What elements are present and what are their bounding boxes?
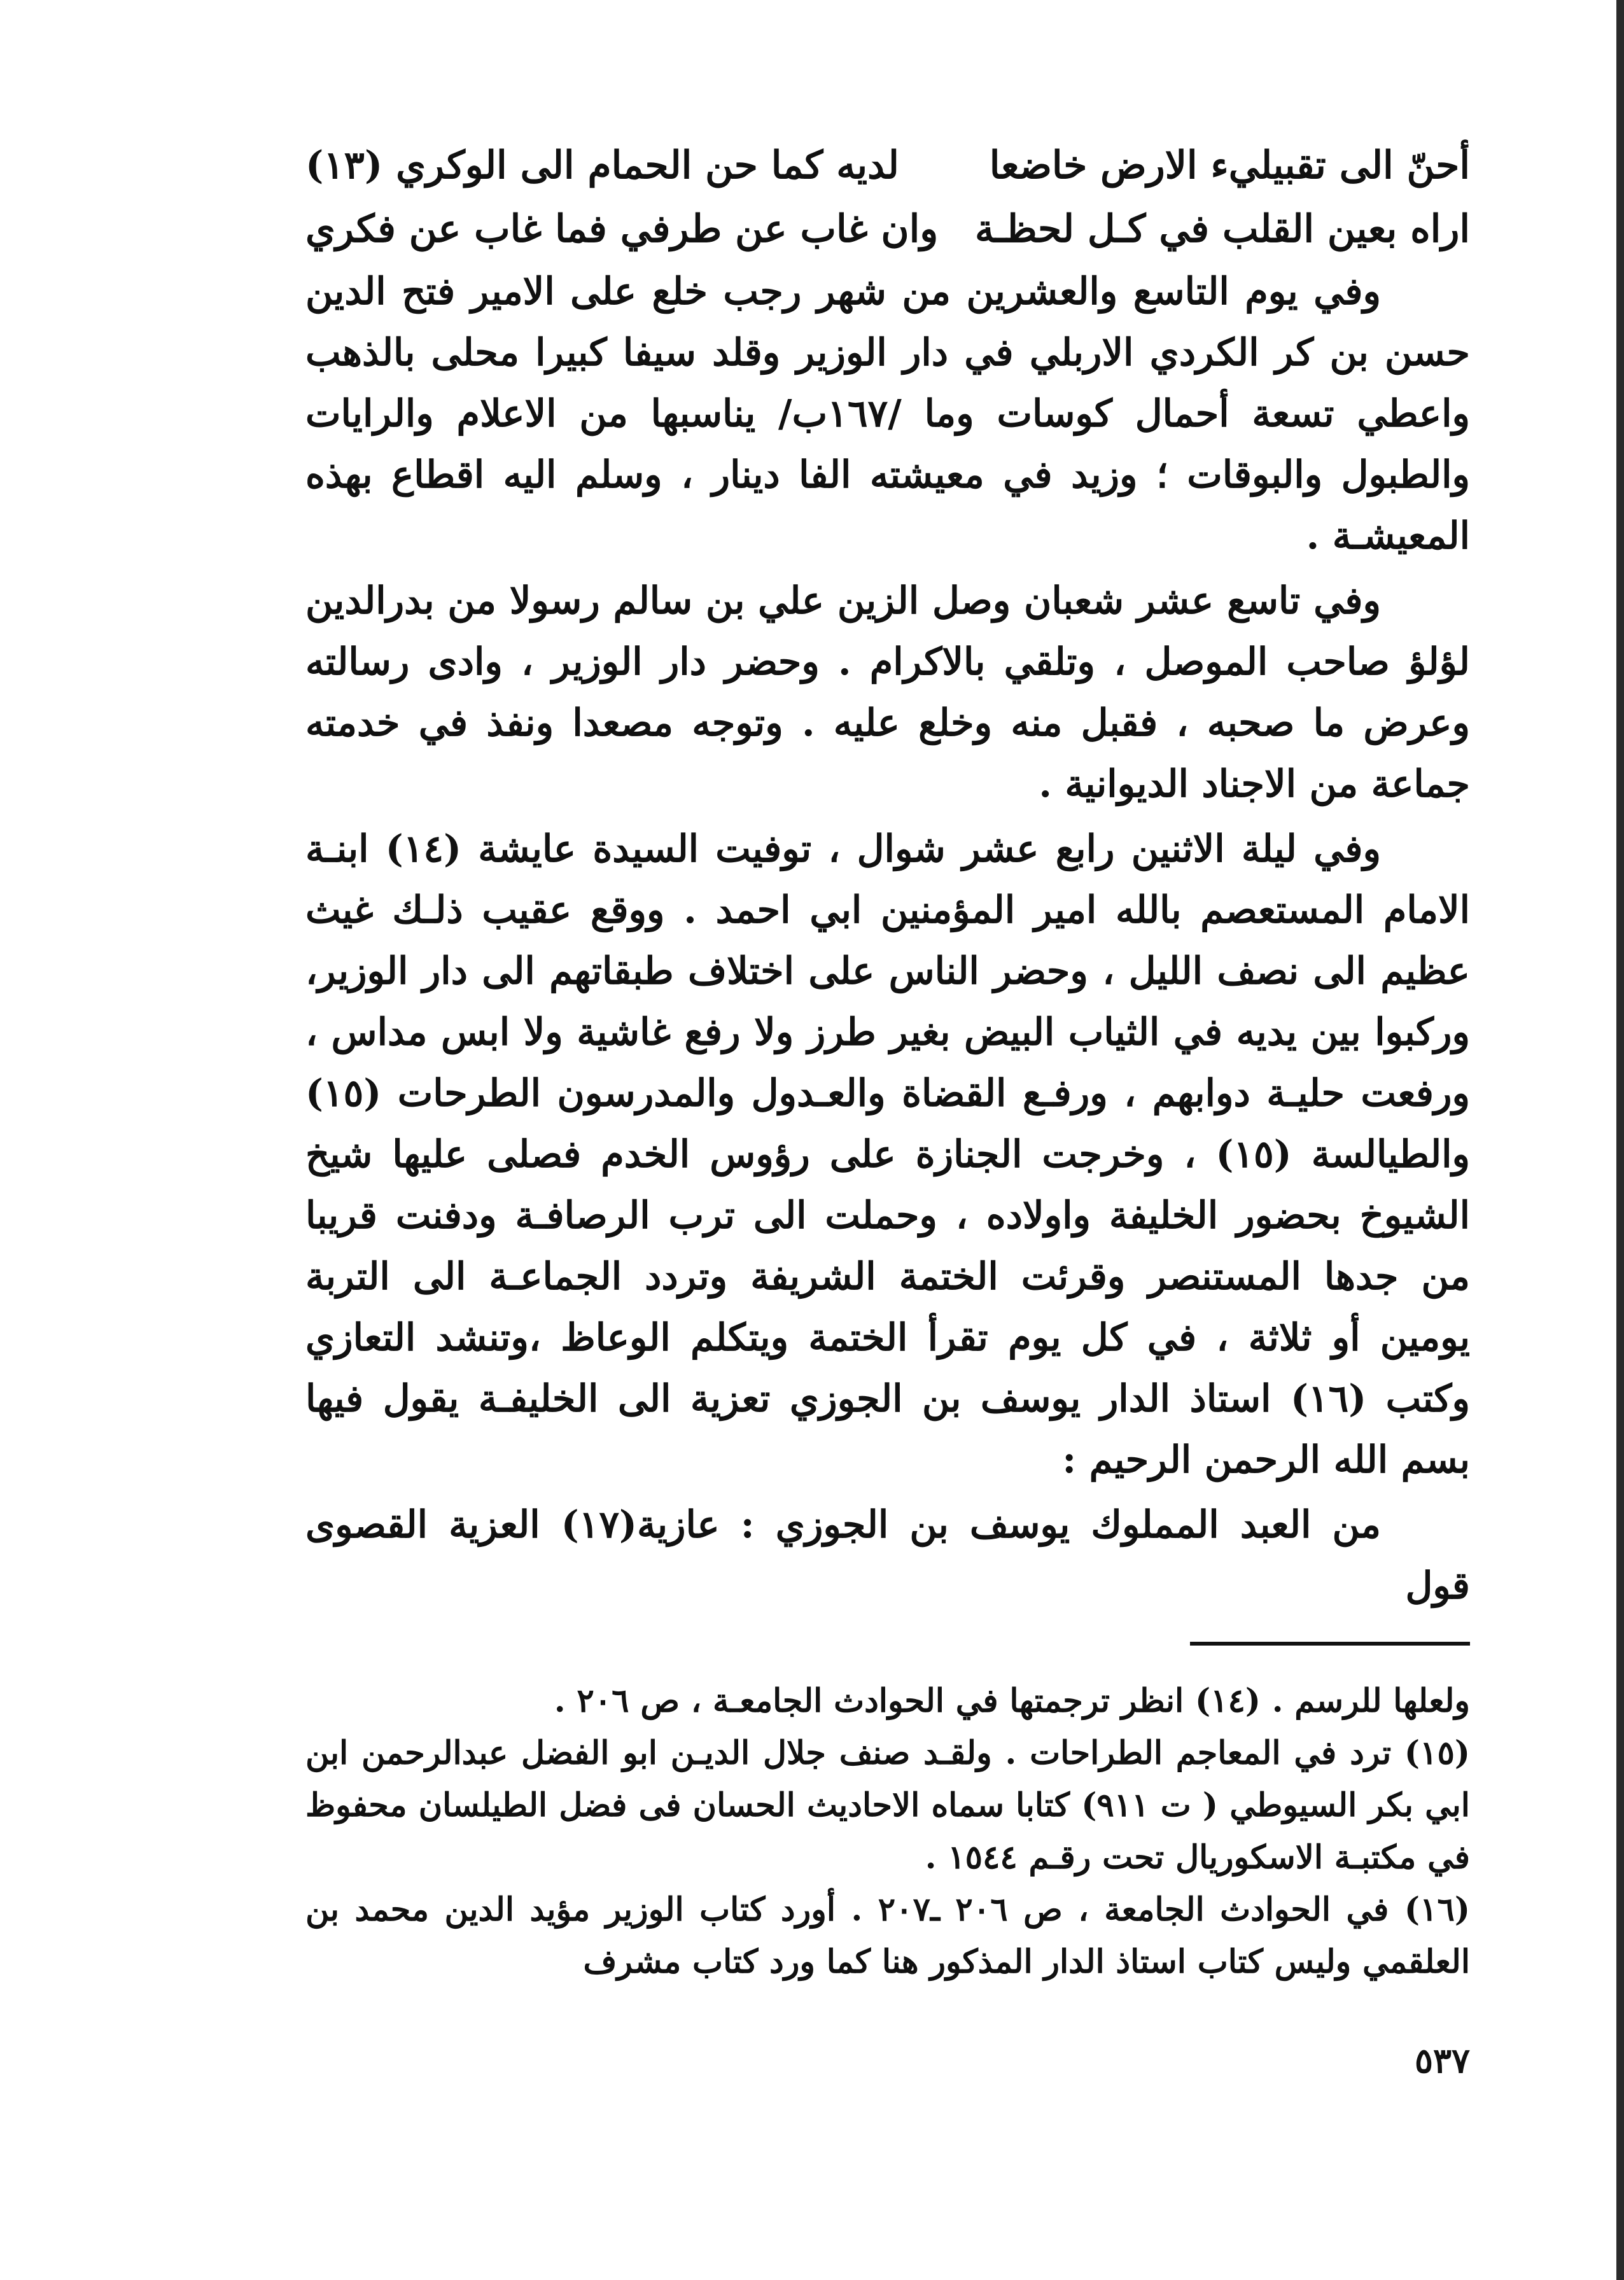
poem-verse [305, 134, 1470, 197]
body-paragraph: وفي ليلة الاثنين رابع عشر شوال ، توفيت السيدة عايشة (١٤) ابنـة الامام المستعصم بالله امير المؤمنين ابي احمد . ووقع عقيب ذلـك غيث عظيم الى نصف الليل ، وحضر الناس على اختلاف طبقاتهم الى دار الوزير، وركبوا بين يديه في الثياب البيض بغير طرز ولا رفع غاشية ولا ابس مداس ، ورفعت حليـة دوابهم ، ورفـع القضاة والعـدول والمدرسون الطرحات (١٥) والطيالسة (١٥) ، وخرجت الجنازة على رؤوس الخدم فصلى عليها شيخ الشيوخ بحضور الخليفة واولاده ، وحملت الى ترب الرصافـة ودفنت قريبا من جدها المستنصر وقرئت الختمة الشريفة وتردد الجماعـة الى التربة يومين أو ثلاثة ، في كل يوم تقرأ الختمة ويتكلم الوعاظ ،وتنشد التعازي وكتب (١٦) استاذ الدار يوسف بن الجوزي تعزية الى الخليفـة يقول فيها بسم الله الرحمن الرحيم : [305, 827, 1470, 1481]
verse-first-hemistich: اراه بعين القلب في كـل لحظـة [975, 207, 1470, 251]
page-edge-rule [1616, 0, 1624, 2280]
body-paragraph: من العبد المملوك يوسف بن الجوزي : عازية(١٧) العزية القصوى قول [305, 1502, 1470, 1607]
verse-first-hemistich: أحنّ الى تقبيليء الارض خاضعا [989, 143, 1470, 188]
verse-second-hemistich: لديه كما حن الحمام الى الوكري (١٣) [305, 143, 899, 188]
page-number: ٥٣٧ [1414, 2040, 1470, 2081]
body-paragraph: وفي يوم التاسع والعشرين من شهر رجب خلع على الامير فتح الدين حسن بن كر الكردي الاربلي في دار الوزير وقلد سيفا كبيرا محلى بالذهب واعطي تسعة أحمال كوسات وما /١٦٧ب/ يناسبها من الاعلام والرايات والطبول والبوقات ؛ وزيد في معيشته الفا دينار ، وسلم اليه اقطاع بهذه المعيشـة . [305, 269, 1471, 557]
footnote-divider [1190, 1642, 1470, 1646]
body-paragraph: وفي تاسع عشر شعبان وصل الزين علي بن سالم رسولا من بدرالدين لؤلؤ صاحب الموصل ، وتلقي بالاكرام . وحضر دار الوزير ، وادى رسالته وعرض ما صحبه ، فقبل منه وخلع عليه . وتوجه مصعدا ونفذ في خدمته جماعة من الاجناد الديوانية . [305, 578, 1470, 806]
book-page [305, 134, 1470, 2081]
verse-second-hemistich: وان غاب عن طرفي فما غاب عن فكري [305, 207, 939, 251]
poem-verse [305, 197, 1470, 261]
footnotes: ولعلها للرسم . (١٤) انظر ترجمتها في الحوادث الجامعـة ، ص ٢٠٦ . (١٥) ترد في المعاجم الطراحات . ولقـد صنف جلال الديـن ابو الفضل عبدالرحمن ابن ابي بكر السيوطي ( ت ٩١١) كتابا سماه الاحاديث الحسان فى فضل الطيلسان محفوظ في مكتبـة الاسكوريال تحت رقـم ١٥٤٤ . (١٦) في الحوادث الجامعة ، ص ٢٠٦ ـ٢٠٧ . أورد كتاب الوزير مؤيد الدين محمد بن العلقمي وليس كتاب استاذ الدار المذكور هنا كما ورد كتاب مشرف [305, 1682, 1470, 1981]
